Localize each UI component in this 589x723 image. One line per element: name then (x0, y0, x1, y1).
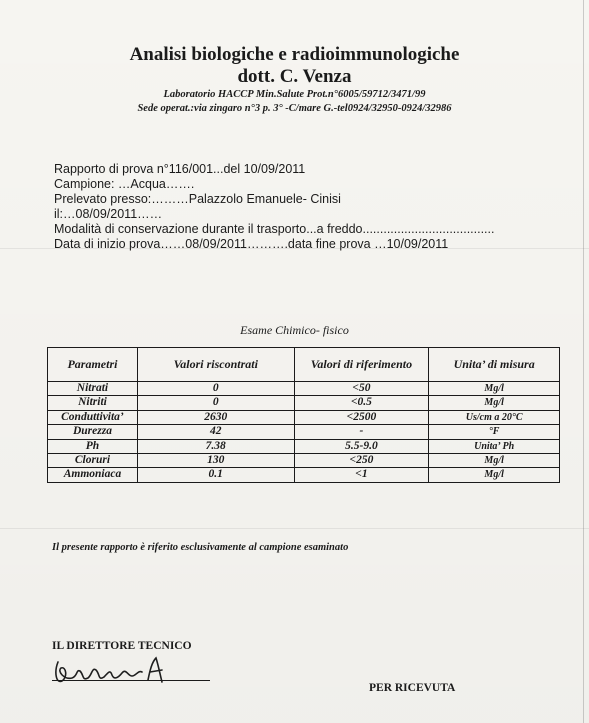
technical-director-label: IL DIRETTORE TECNICO (52, 640, 192, 652)
measured-value-cell: 130 (137, 454, 294, 468)
table-row (48, 410, 560, 424)
unit-cell: Mg/l (429, 382, 560, 396)
unit-cell: Mg/l (429, 468, 560, 482)
measured-value-cell: 42 (137, 425, 294, 439)
lab-address: Sede operat.:via zingaro n°3 p. 3° -C/mare G.-tel0924/32950-0924/32986 (137, 103, 452, 114)
measured-value-cell: 0.1 (137, 468, 294, 482)
receipt-label: PER RICEVUTA (369, 682, 456, 694)
reference-value-cell: <1 (294, 468, 429, 482)
unit-cell: Unita’ Ph (429, 439, 560, 453)
report-info (54, 162, 494, 252)
table-row (48, 468, 560, 482)
reference-value-cell: <250 (294, 454, 429, 468)
transport-conditions: Modalità di conservazione durante il trasporto...a freddo...................................... (54, 222, 495, 236)
table-row (48, 439, 560, 453)
reference-value-cell: <2500 (294, 410, 429, 424)
lab-director-name: dott. C. Venza (237, 66, 352, 87)
reference-value-cell: <0.5 (294, 396, 429, 410)
sample-type: Campione: …Acqua……. (54, 177, 195, 191)
parameter-cell: Nitrati (48, 382, 138, 396)
unit-cell: Us/cm a 20°C (429, 410, 560, 424)
column-header: Valori riscontrati (137, 348, 294, 382)
unit-cell: Mg/l (429, 396, 560, 410)
measured-value-cell: 0 (137, 382, 294, 396)
column-header: Valori di riferimento (294, 348, 429, 382)
table-header-row (48, 348, 560, 382)
table-caption: Esame Chimico- fisico (240, 323, 349, 337)
report-number: Rapporto di prova n°116/001...del 10/09/2011 (54, 162, 306, 176)
measured-value-cell: 2630 (137, 410, 294, 424)
measured-value-cell: 7.38 (137, 439, 294, 453)
lab-authorization: Laboratorio HACCP Min.Salute Prot.n°6005/59712/3471/99 (163, 89, 426, 100)
column-header: Parametri (48, 348, 138, 382)
column-header: Unita’ di misura (429, 348, 560, 382)
parameter-cell: Ph (48, 439, 138, 453)
parameter-cell: Cloruri (48, 454, 138, 468)
table-row (48, 382, 560, 396)
sampled-at: Prelevato presso:………Palazzolo Emanuele- Cinisi (54, 192, 341, 206)
reference-value-cell: - (294, 425, 429, 439)
reference-value-cell: 5.5-9.0 (294, 439, 429, 453)
lab-title: Analisi biologiche e radioimmunologiche (129, 44, 460, 65)
parameter-cell: Ammoniaca (48, 468, 138, 482)
unit-cell: Mg/l (429, 454, 560, 468)
parameter-cell: Durezza (48, 425, 138, 439)
sample-date: il:…08/09/2011…… (54, 207, 163, 221)
fold-crease (0, 528, 589, 529)
disclaimer-note: Il presente rapporto è riferito esclusivamente al campione esaminato (52, 542, 349, 553)
table-row (48, 454, 560, 468)
reference-value-cell: <50 (294, 382, 429, 396)
results-table (47, 347, 560, 483)
table-row (48, 425, 560, 439)
parameter-cell: Nitriti (48, 396, 138, 410)
measured-value-cell: 0 (137, 396, 294, 410)
table-row (48, 396, 560, 410)
test-dates: Data di inizio prova……08/09/2011……….data fine prova …10/09/2011 (54, 237, 449, 251)
unit-cell: °F (429, 425, 560, 439)
signature-line (52, 680, 210, 681)
parameter-cell: Conduttivita’ (48, 410, 138, 424)
handwritten-signature (52, 654, 210, 690)
